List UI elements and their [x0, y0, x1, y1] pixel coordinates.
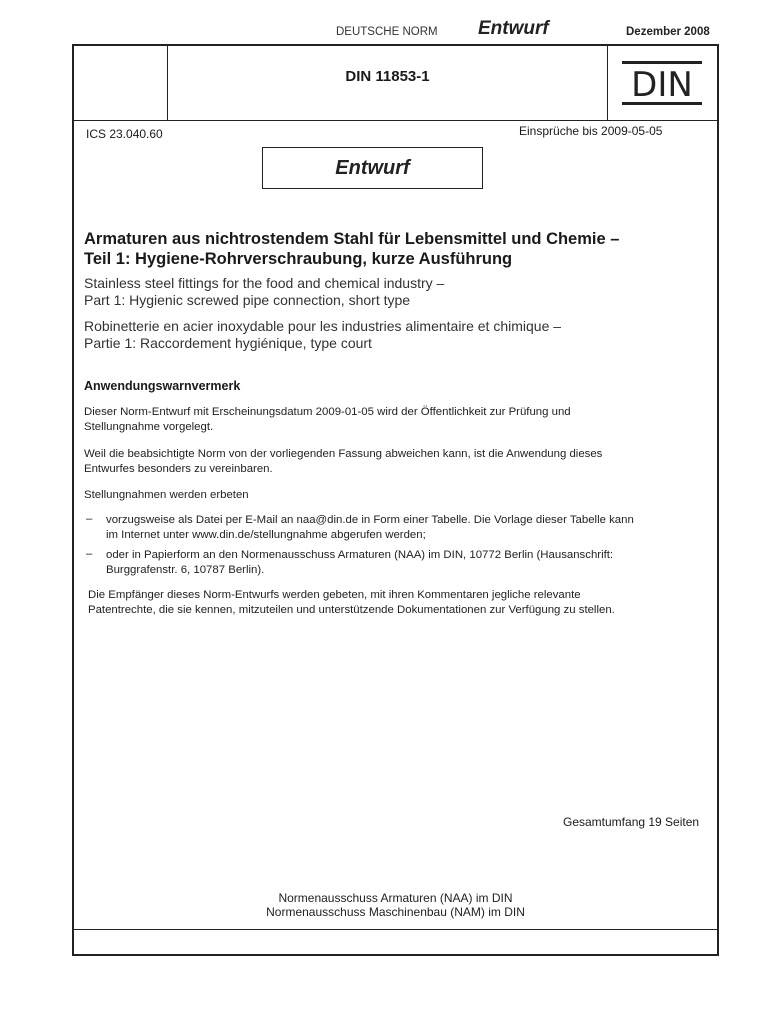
header-status: Entwurf: [478, 18, 549, 39]
warning-paragraph-3: Stellungnahmen werden erbeten: [84, 489, 249, 501]
bullet-dash: –: [86, 513, 93, 525]
header-date: Dezember 2008: [626, 26, 710, 38]
ics-code: ICS 23.040.60: [86, 127, 163, 141]
committee-line-2: Normenausschuss Maschinenbau (NAM) im DIN: [266, 905, 525, 919]
bullet-line: Burggrafenstr. 6, 10787 Berlin).: [106, 563, 265, 576]
committee-line-1: Normenausschuss Armaturen (NAA) im DIN: [278, 891, 513, 905]
paragraph-line: Dieser Norm-Entwurf mit Erscheinungsdatum 2009-01-05 wird der Öffentlichkeit zur Prüfung und: [84, 406, 571, 418]
committee-block: [74, 891, 717, 919]
title-german-line-2: Teil 1: Hygiene-Rohrverschraubung, kurze Ausführung: [84, 250, 513, 268]
bullet-line: oder in Papierform an den Normenausschuss Armaturen (NAA) im DIN, 10772 Berlin (Hausanschrift:: [106, 549, 614, 561]
draft-stamp: Entwurf: [262, 147, 483, 189]
document-number: DIN 11853-1: [345, 68, 430, 85]
header-label: DEUTSCHE NORM: [336, 26, 438, 38]
bullet-item-email: [106, 513, 706, 542]
din-logo-icon: [618, 58, 706, 108]
patent-notice: [88, 588, 698, 617]
title-german-line-1: Armaturen aus nichtrostendem Stahl für Lebensmittel und Chemie –: [84, 230, 620, 248]
bullet-line: im Internet unter www.din.de/stellungnahme abgerufen werden;: [106, 528, 426, 541]
bullet-dash: –: [86, 548, 93, 560]
warning-paragraph-2: [84, 447, 704, 476]
title-french-line-2: Partie 1: Raccordement hygiénique, type court: [84, 335, 372, 351]
title-french: [84, 318, 704, 352]
paragraph-line: Stellungnahme vorgelegt.: [84, 420, 214, 433]
warning-paragraph-1: [84, 405, 704, 434]
footer-divider: [74, 929, 717, 930]
total-pages: Gesamtumfang 19 Seiten: [563, 815, 700, 829]
objection-deadline: Einsprüche bis 2009-05-05: [519, 124, 663, 138]
warning-heading: Anwendungswarnvermerk: [84, 379, 241, 393]
title-german: [84, 229, 704, 269]
bullet-line: vorzugsweise als Datei per E-Mail an naa@din.de in Form einer Tabelle. Die Vorlage dieser Tabelle kann: [106, 514, 634, 526]
paragraph-line: Die Empfänger dieses Norm-Entwurfs werden gebeten, mit ihren Kommentaren jegliche relevante: [88, 589, 581, 601]
svg-text:DIN: DIN: [631, 65, 693, 105]
paragraph-line: Entwurfes besonders zu vereinbaren.: [84, 462, 273, 475]
title-french-line-1: Robinetterie en acier inoxydable pour les industries alimentaire et chimique –: [84, 318, 562, 334]
title-block-divider-right: [607, 46, 608, 120]
title-english-line-1: Stainless steel fittings for the food and chemical industry –: [84, 275, 445, 291]
title-english: [84, 275, 704, 309]
title-english-line-2: Part 1: Hygienic screwed pipe connection, short type: [84, 292, 411, 308]
paragraph-line: Patentrechte, die sie kennen, mitzuteilen und unterstützende Dokumentationen zur Verfügung zu stellen.: [88, 603, 615, 616]
bullet-item-paper: [106, 548, 706, 577]
paragraph-line: Weil die beabsichtigte Norm von der vorliegenden Fassung abweichen kann, ist die Anwendung dieses: [84, 448, 603, 460]
